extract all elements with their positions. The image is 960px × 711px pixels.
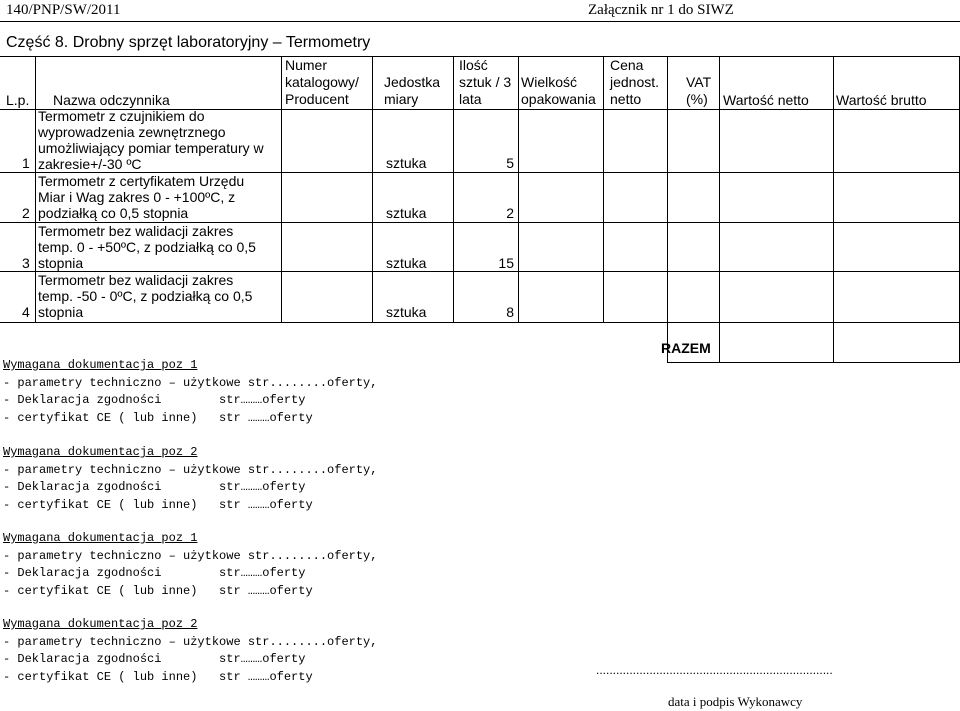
documentation-line: - certyfikat CE ( lub inne) str ………oferty — [3, 669, 313, 684]
grid-line — [281, 56, 282, 322]
header-quantity: Ilość sztuk / 3 lata — [459, 57, 512, 107]
documentation-title: Wymagana dokumentacja poz 2 — [3, 445, 198, 459]
documentation-line: - certyfikat CE ( lub inne) str ………oferty — [3, 497, 313, 512]
documentation-line: - parametry techniczno – użytkowe str........oferty, — [3, 462, 378, 477]
documentation-block — [3, 444, 377, 514]
row-item-name: Termometr bez walidacji zakres temp. -50 - 0ºC, z podziałką co 0,5 stopnia — [38, 272, 253, 320]
grid-line — [518, 56, 519, 322]
grid-line — [35, 56, 36, 322]
row-quantity: 5 — [506, 155, 514, 171]
documentation-line: - certyfikat CE ( lub inne) str ………oferty — [3, 410, 313, 425]
row-unit: sztuka — [386, 205, 427, 221]
header-name: Nazwa odczynnika — [53, 92, 170, 108]
header-divider — [0, 21, 960, 22]
row-unit: sztuka — [386, 155, 427, 171]
documentation-title: Wymagana dokumentacja poz 1 — [3, 531, 198, 545]
total-label: RAZEM — [661, 340, 711, 356]
documentation-line: - parametry techniczno – użytkowe str........oferty, — [3, 375, 378, 390]
attachment-label: Załącznik nr 1 do SIWZ — [588, 2, 734, 18]
header-gross-value: Wartość brutto — [836, 92, 927, 108]
row-unit: sztuka — [386, 304, 427, 320]
row-lp: 4 — [22, 304, 30, 320]
header-net-value: Wartość netto — [723, 92, 809, 108]
grid-line — [453, 56, 454, 322]
grid-line — [833, 56, 834, 362]
row-lp: 3 — [22, 255, 30, 271]
grid-line — [719, 56, 720, 362]
documentation-block — [3, 530, 377, 600]
row-item-name: Termometr z certyfikatem Urzędu Miar i Wag zakres 0 - +100ºC, z podziałką co 0,5 stopnia — [38, 173, 245, 221]
signature-label: data i podpis Wykonawcy — [668, 694, 803, 709]
row-quantity: 8 — [506, 304, 514, 320]
documentation-line: - Deklaracja zgodności str………oferty — [3, 480, 306, 494]
grid-line — [667, 362, 960, 363]
documentation-line: - certyfikat CE ( lub inne) str ………oferty — [3, 583, 313, 598]
documentation-title: Wymagana dokumentacja poz 1 — [3, 358, 198, 372]
section-title: Część 8. Drobny sprzęt laboratoryjny – Termometry — [6, 34, 371, 51]
documentation-line: - Deklaracja zgodności str………oferty — [3, 393, 306, 407]
row-unit: sztuka — [386, 255, 427, 271]
documentation-line: - parametry techniczno – użytkowe str........oferty, — [3, 548, 378, 563]
documentation-line: - Deklaracja zgodności str………oferty — [3, 566, 306, 580]
header-catalog-number: Numer katalogowy/ Producent — [285, 57, 359, 107]
documentation-block — [3, 357, 377, 427]
documentation-line: - parametry techniczno – użytkowe str........oferty, — [3, 634, 378, 649]
row-quantity: 2 — [506, 205, 514, 221]
header-vat: VAT (%) — [686, 74, 712, 107]
grid-line — [372, 56, 373, 322]
header-lp: L.p. — [6, 92, 30, 108]
documentation-line: - Deklaracja zgodności str………oferty — [3, 652, 306, 666]
row-lp: 1 — [22, 155, 30, 171]
document-reference: 140/PNP/SW/2011 — [6, 2, 121, 18]
signature-line: ....................................................................... — [596, 663, 833, 677]
grid-line — [0, 322, 960, 323]
header-unit: Jedostka miary — [384, 74, 441, 107]
row-item-name: Termometr bez walidacji zakres temp. 0 - +50ºC, z podziałką co 0,5 stopnia — [38, 223, 256, 271]
documentation-title: Wymagana dokumentacja poz 2 — [3, 617, 198, 631]
header-package-size: Wielkość opakowania — [521, 74, 596, 107]
header-unit-price: Cena jednost. netto — [610, 57, 660, 107]
row-item-name: Termometr z czujnikiem do wyprowadzenia zewnętrznego umożliwiający pomiar temperatury w zakresie+/-30 ºC — [38, 108, 264, 172]
grid-line — [603, 56, 604, 322]
documentation-block — [3, 616, 377, 686]
row-quantity: 15 — [498, 255, 514, 271]
grid-line — [667, 56, 668, 362]
row-lp: 2 — [22, 205, 30, 221]
